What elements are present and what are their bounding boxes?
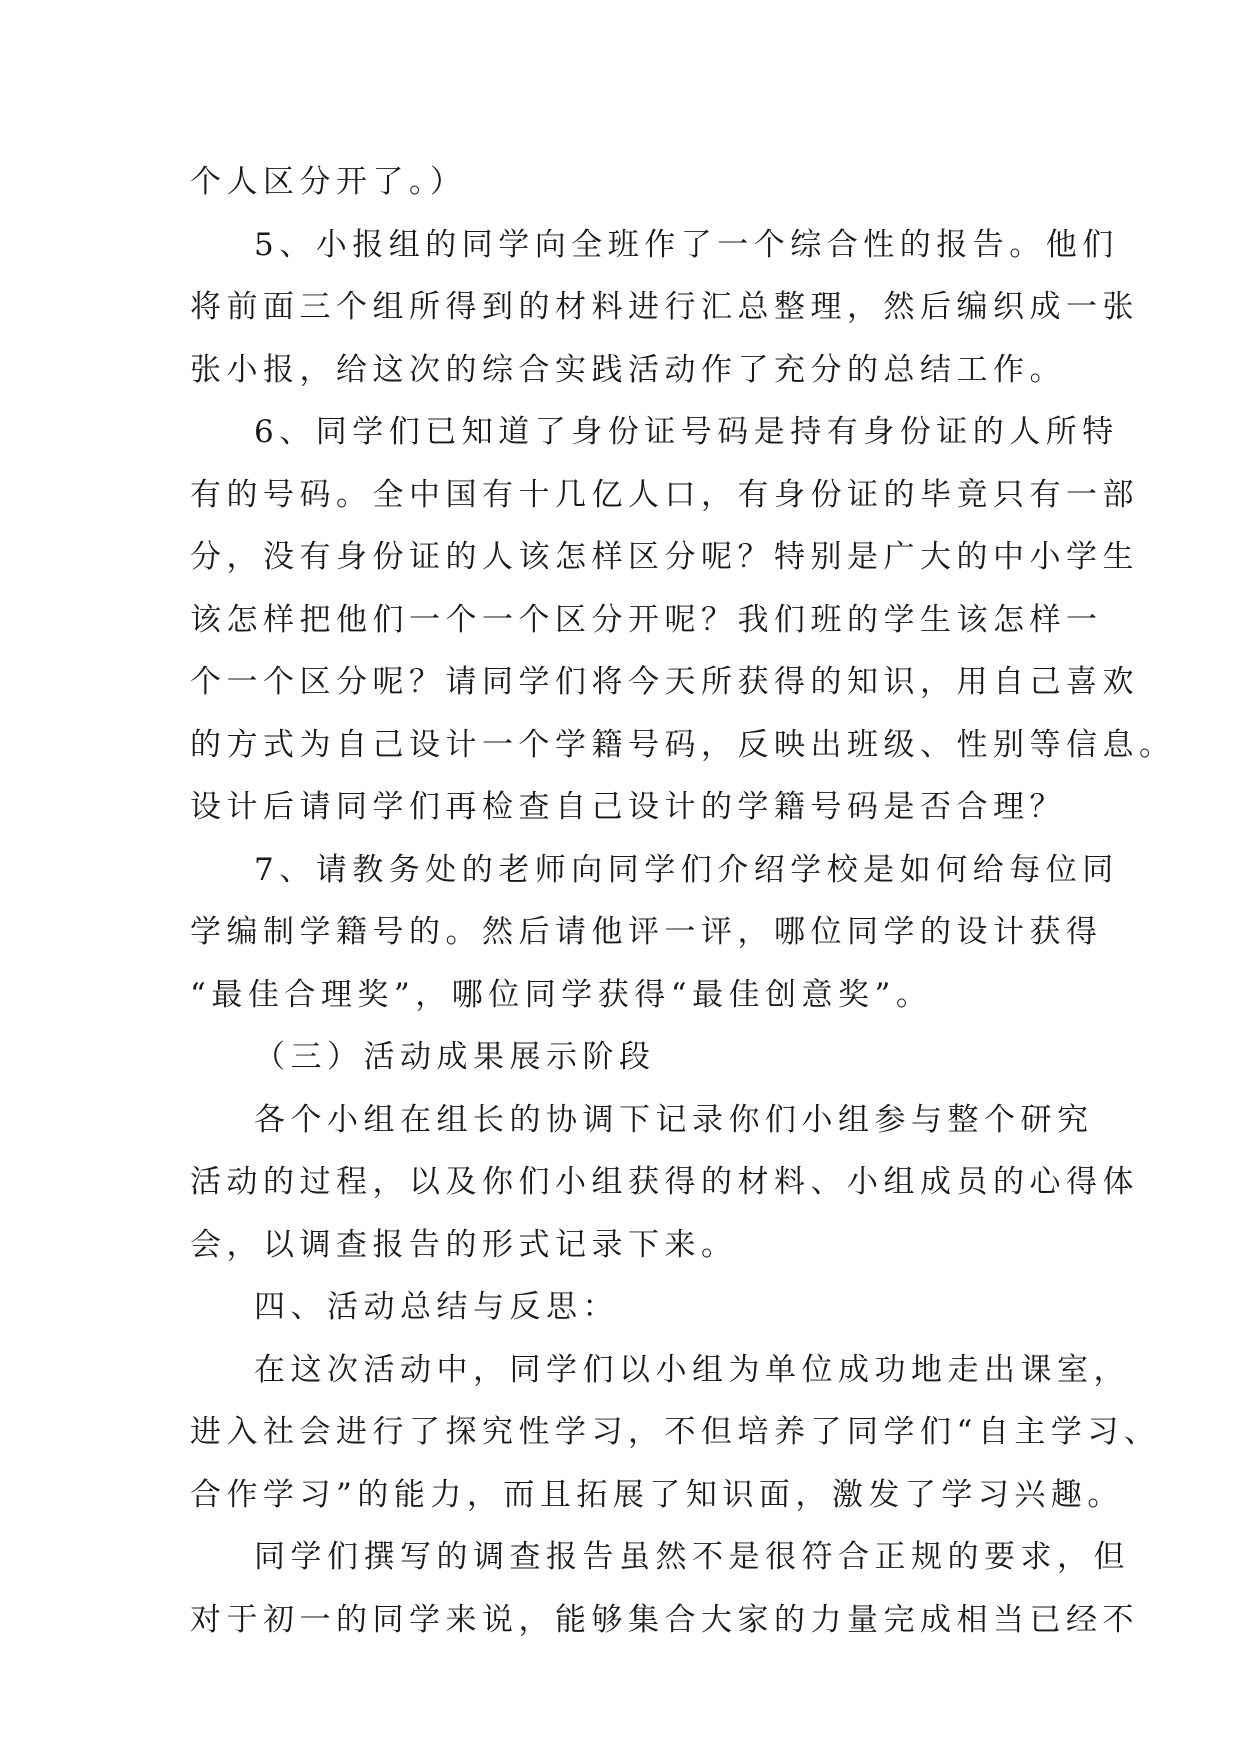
section-heading: 四、活动总结与反思： (254, 1289, 619, 1325)
text-line: 个人区分开了。） (190, 164, 467, 200)
text-line: 该怎样把他们一个一个区分开呢？我们班的学生该怎样一 (190, 601, 1103, 638)
text-line: 个一个区分呢？请同学们将今天所获得的知识，用自己喜欢 (190, 664, 1139, 700)
text-line: 将前面三个组所得到的材料进行汇总整理，然后编织成一张 (190, 289, 1139, 325)
text-line: 进入社会进行了探究性学习，不但培养了同学们“自主学习、 (190, 1414, 1161, 1450)
text-line: 张小报，给这次的综合实践活动作了充分的总结工作。 (190, 351, 1066, 388)
text-line: 分，没有身份证的人该怎样区分呢？特别是广大的中小学生 (190, 539, 1139, 575)
text-line: 学编制学籍号的。然后请他评一评，哪位同学的设计获得 (190, 914, 1103, 950)
text-line: 同学们撰写的调查报告虽然不是很符合正规的要求，但 (254, 1539, 1130, 1575)
text-line: 5、小报组的同学向全班作了一个综合性的报告。他们 (254, 226, 1119, 263)
text-line: 会，以调查报告的形式记录下来。 (190, 1226, 738, 1263)
text-line: 的方式为自己设计一个学籍号码，反映出班级、性别等信息。 (190, 726, 1176, 763)
text-line: “最佳合理奖”，哪位同学获得“最佳创意奖”。 (190, 976, 933, 1013)
text-line: 合作学习”的能力，而且拓展了知识面，激发了学习兴趣。 (190, 1476, 1124, 1513)
text-line: 7、请教务处的老师向同学们介绍学校是如何给每位同 (254, 851, 1119, 888)
text-line: 6、同学们已知道了身份证号码是持有身份证的人所特 (254, 414, 1119, 450)
section-heading: （三）活动成果展示阶段 (254, 1039, 656, 1075)
document-body (190, 151, 1176, 1651)
text-line: 活动的过程，以及你们小组获得的材料、小组成员的心得体 (190, 1164, 1139, 1200)
text-line: 有的号码。全中国有十几亿人口，有身份证的毕竟只有一部 (190, 476, 1139, 513)
text-line: 各个小组在组长的协调下记录你们小组参与整个研究 (254, 1101, 1094, 1138)
text-line: 设计后请同学们再检查自己设计的学籍号码是否合理？ (190, 789, 1066, 825)
text-line: 对于初一的同学来说，能够集合大家的力量完成相当已经不 (190, 1601, 1139, 1638)
text-line: 在这次活动中，同学们以小组为单位成功地走出课室， (254, 1351, 1130, 1388)
